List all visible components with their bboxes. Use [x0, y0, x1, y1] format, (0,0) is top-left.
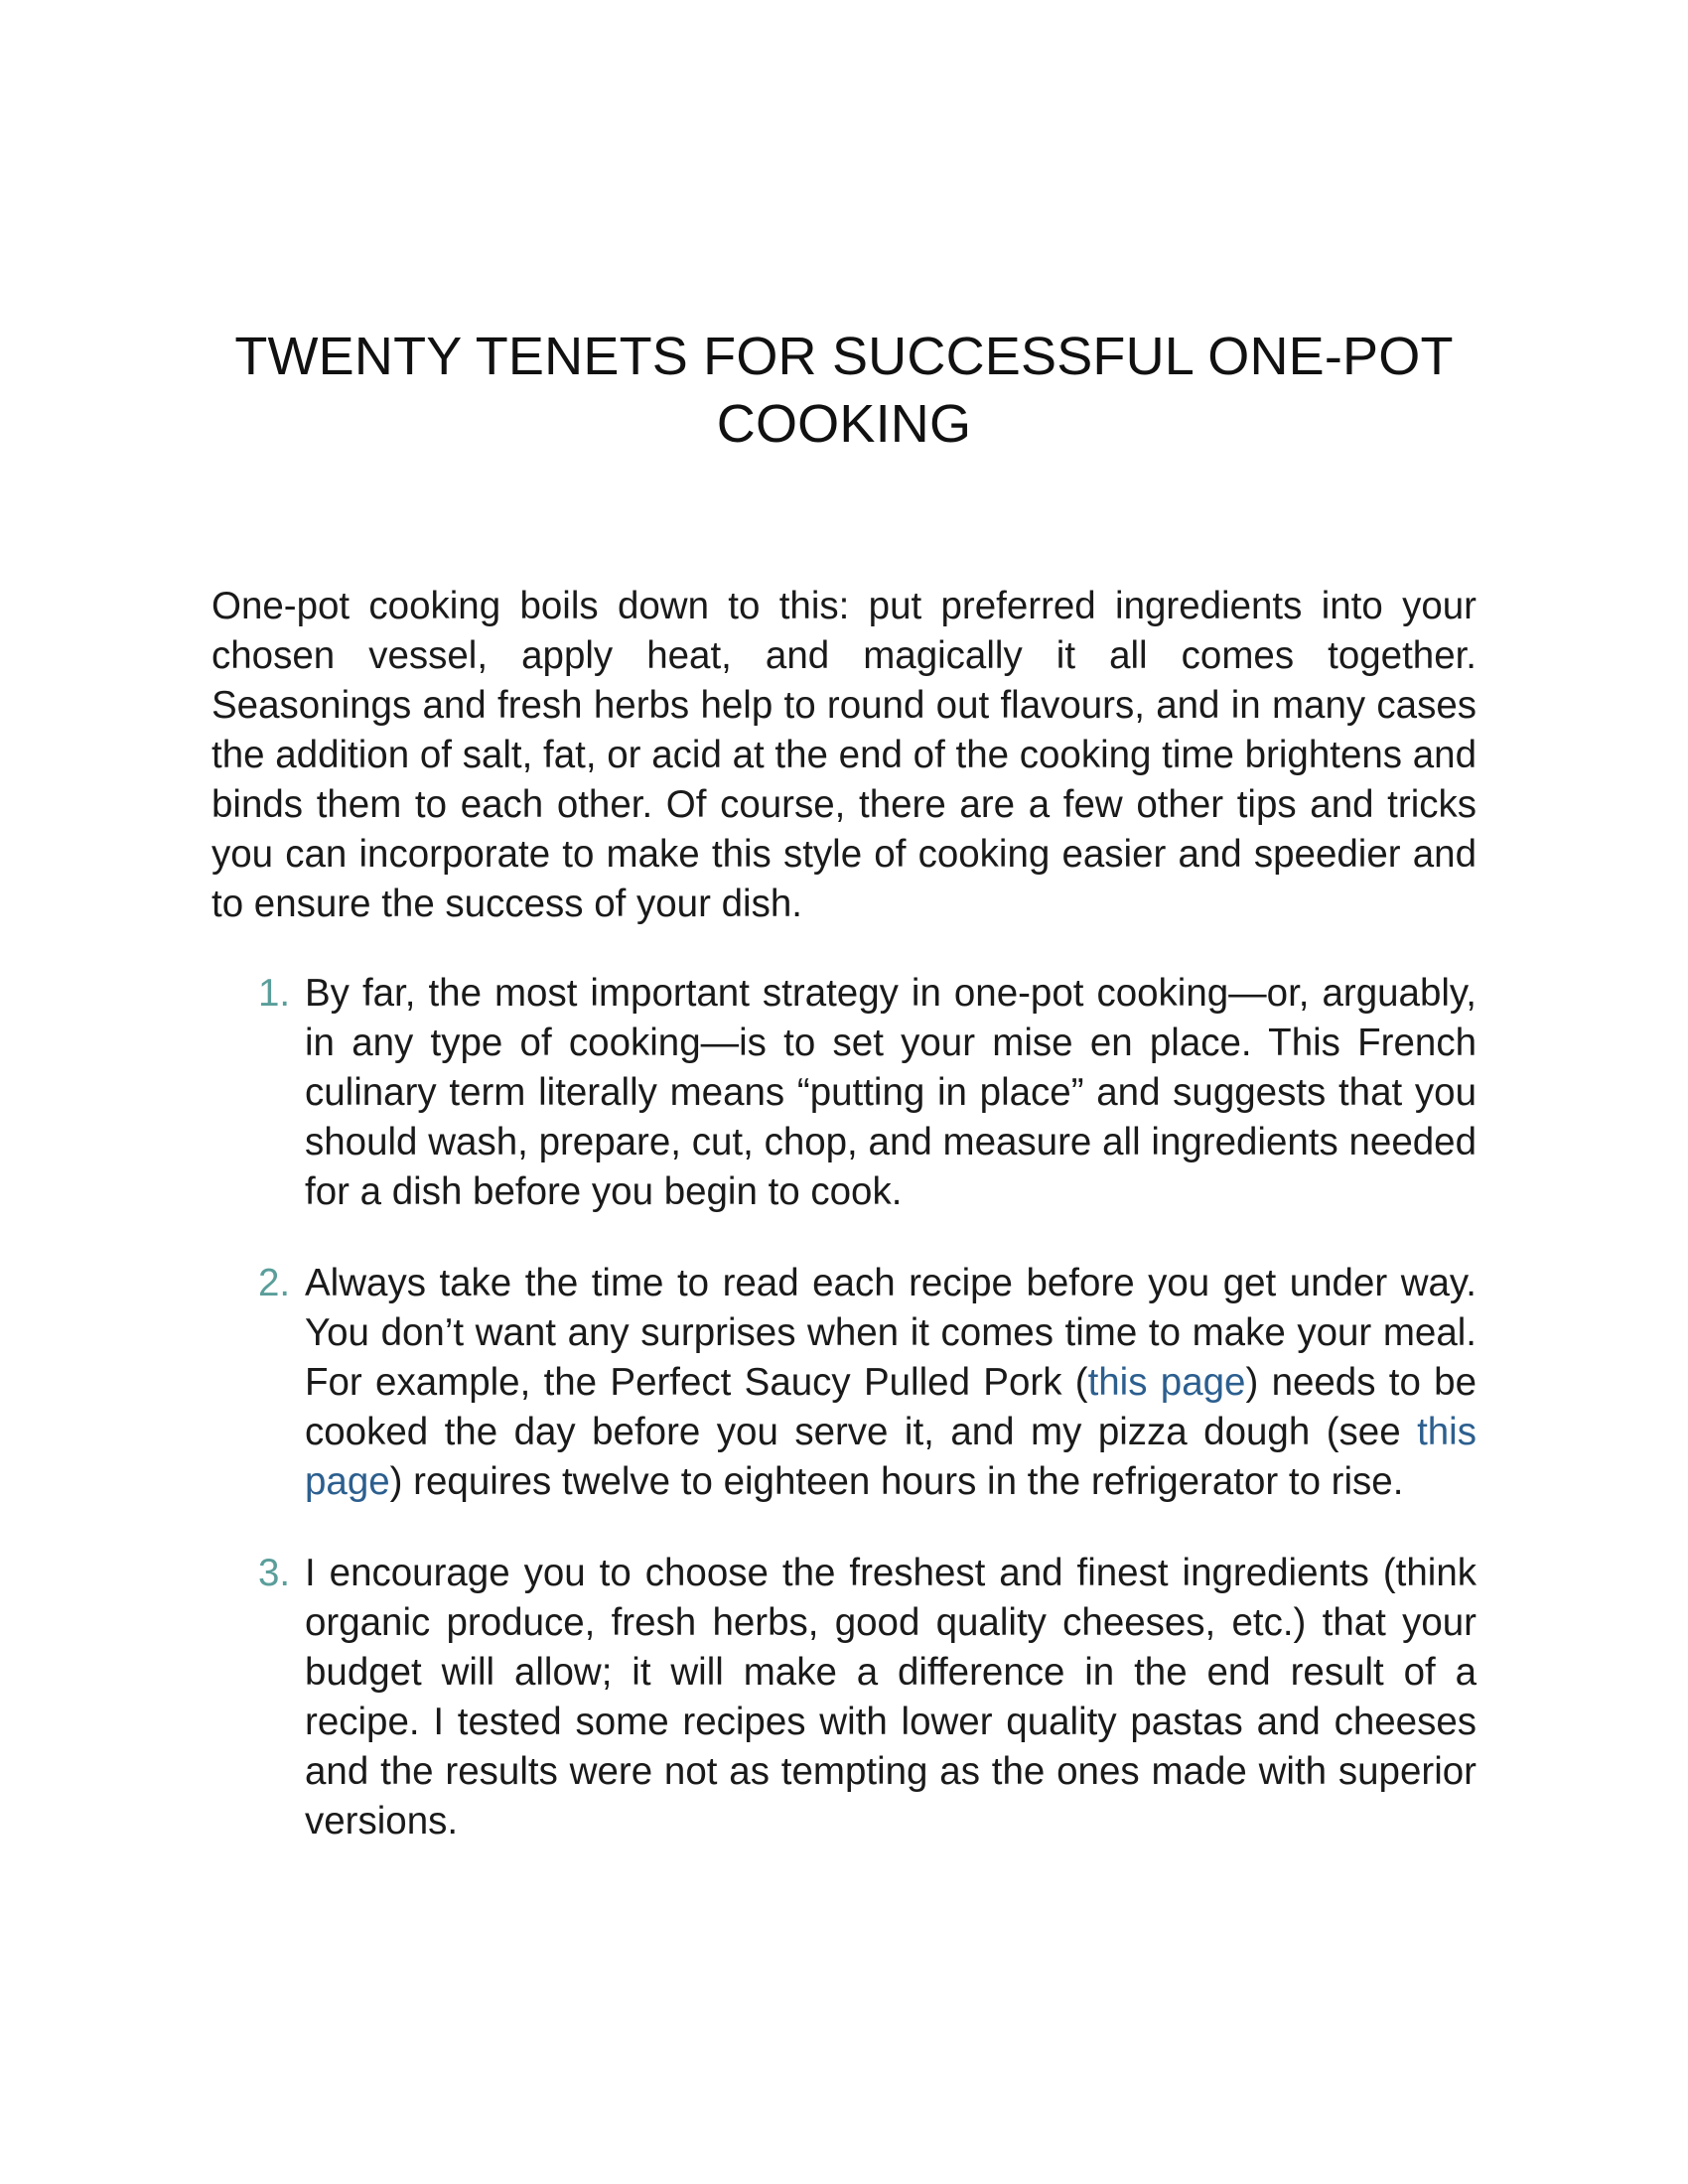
list-item-text: I encourage you to choose the freshest and finest ingredients (think organic produce, fresh herbs, good quality cheeses, etc.) that your budget will allow; it will make a difference in the end result of a recipe. I tested some recipes with lower quality pastas and cheeses and the results were not as tempting as the ones made with superior versions.	[305, 1552, 1477, 1843]
page-title: TWENTY TENETS FOR SUCCESSFUL ONE-POT COOKING	[234, 327, 1454, 454]
list-item-text	[305, 1259, 1477, 1507]
list-item-number: 3.	[258, 1552, 291, 1594]
list-item	[211, 969, 1477, 1217]
tenet-list	[211, 969, 1477, 1846]
intro-paragraph: One-pot cooking boils down to this: put preferred ingredients into your chosen vessel, apply heat, and magically it all comes together. Seasonings and fresh herbs help to round out flavours, and in many cases the addition of salt, fat, or acid at the end of the cooking time brightens and binds them to each other. Of course, there are a few other tips and tricks you can incorporate to make this style of cooking easier and speedier and to ensure the success of your dish.	[211, 585, 1477, 925]
pizza-dough-page-link[interactable]: this page	[305, 1411, 1477, 1503]
list-item-number: 2.	[258, 1262, 291, 1304]
list-item-number: 1.	[258, 972, 291, 1015]
text-segment: ) requires twelve to eighteen hours in the refrigerator to rise.	[389, 1460, 1404, 1503]
document-body	[211, 582, 1477, 1888]
list-item-text: By far, the most important strategy in one-pot cooking—or, arguably, in any type of cooking—is to set your mise en place. This French culinary term literally means “putting in place” and suggests that you should wash, prepare, cut, chop, and measure all ingredients needed for a dish before you begin to cook.	[305, 972, 1477, 1213]
list-item	[211, 1259, 1477, 1507]
text-segment: Always take the time to read each recipe before you get under way. You don’t want any surprises when it comes time to make your meal. For example, the Perfect Saucy Pulled Pork (	[305, 1262, 1477, 1404]
text-segment: ) needs to be cooked the day before you serve it, and my pizza dough (see	[305, 1361, 1477, 1453]
pulled-pork-page-link[interactable]: this page	[1087, 1361, 1246, 1404]
list-item	[211, 1549, 1477, 1846]
